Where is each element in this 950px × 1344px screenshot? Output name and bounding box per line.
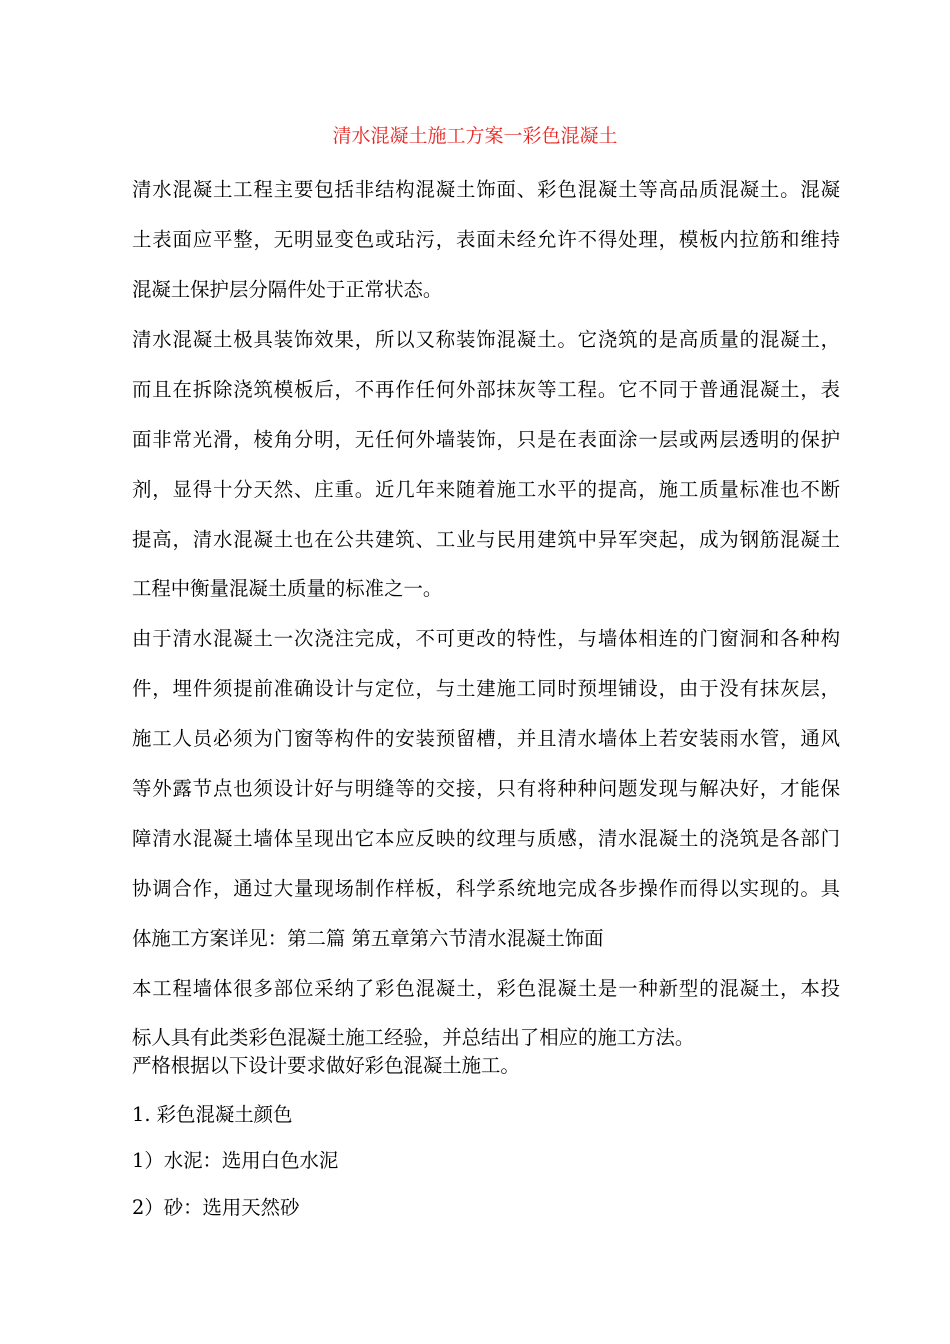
paragraph-line: 剂，显得十分天然、庄重。近几年来随着施工水平的提高，施工质量标准也不断 <box>132 478 840 501</box>
paragraph-line: 而且在拆除浇筑模板后，不再作任何外部抹灰等工程。它不同于普通混凝土，表 <box>132 378 840 401</box>
paragraph-line: 标人具有此类彩色混凝土施工经验，并总结出了相应的施工方法。 <box>132 1026 695 1049</box>
paragraph-line: 清水混凝土工程主要包括非结构混凝土饰面、彩色混凝土等高品质混凝土。混凝 <box>132 178 840 201</box>
paragraph-line: 件，埋件须提前准确设计与定位，与土建施工同时预埋铺设，由于没有抹灰层， <box>132 677 840 700</box>
paragraph-line: 工程中衡量混凝土质量的标准之一。 <box>132 577 443 600</box>
paragraph-line: 面非常光滑，棱角分明，无任何外墙装饰，只是在表面涂一层或两层透明的保护 <box>132 428 840 451</box>
paragraph-line: 土表面应平整，无明显变色或玷污，表面未经允许不得处理，模板内拉筋和维持 <box>132 228 840 251</box>
paragraph-line: 本工程墙体很多部位采纳了彩色混凝土，彩色混凝土是一种新型的混凝土，本投 <box>132 977 840 1000</box>
list-item: 2）砂：选用天然砂 <box>132 1196 300 1219</box>
paragraph-line: 混凝土保护层分隔件处于正常状态。 <box>132 278 443 301</box>
paragraph-line: 严格根据以下设计要求做好彩色混凝土施工。 <box>132 1054 520 1077</box>
paragraph-line: 体施工方案详见：第二篇 第五章第六节清水混凝土饰面 <box>132 927 604 950</box>
paragraph-line: 清水混凝土极具装饰效果，所以又称装饰混凝土。它浇筑的是高质量的混凝土， <box>132 328 840 351</box>
paragraph-line: 由于清水混凝土一次浇注完成，不可更改的特性，与墙体相连的门窗洞和各种构 <box>132 627 840 650</box>
list-item: 1）水泥：选用白色水泥 <box>132 1149 339 1172</box>
paragraph-line: 障清水混凝土墙体呈现出它本应反映的纹理与质感，清水混凝土的浇筑是各部门 <box>132 827 840 850</box>
paragraph-line: 等外露节点也须设计好与明缝等的交接，只有将种种问题发现与解决好，才能保 <box>132 777 840 800</box>
paragraph-line: 提高，清水混凝土也在公共建筑、工业与民用建筑中异军突起，成为钢筋混凝土 <box>132 528 840 551</box>
paragraph-line: 协调合作，通过大量现场制作样板，科学系统地完成各步操作而得以实现的。具 <box>132 877 840 900</box>
paragraph-line: 施工人员必须为门窗等构件的安装预留槽，并且清水墙体上若安装雨水管，通风 <box>132 727 840 750</box>
list-heading: 1. 彩色混凝土颜色 <box>132 1103 293 1126</box>
document-title: 清水混凝土施工方案一彩色混凝土 <box>332 125 618 147</box>
